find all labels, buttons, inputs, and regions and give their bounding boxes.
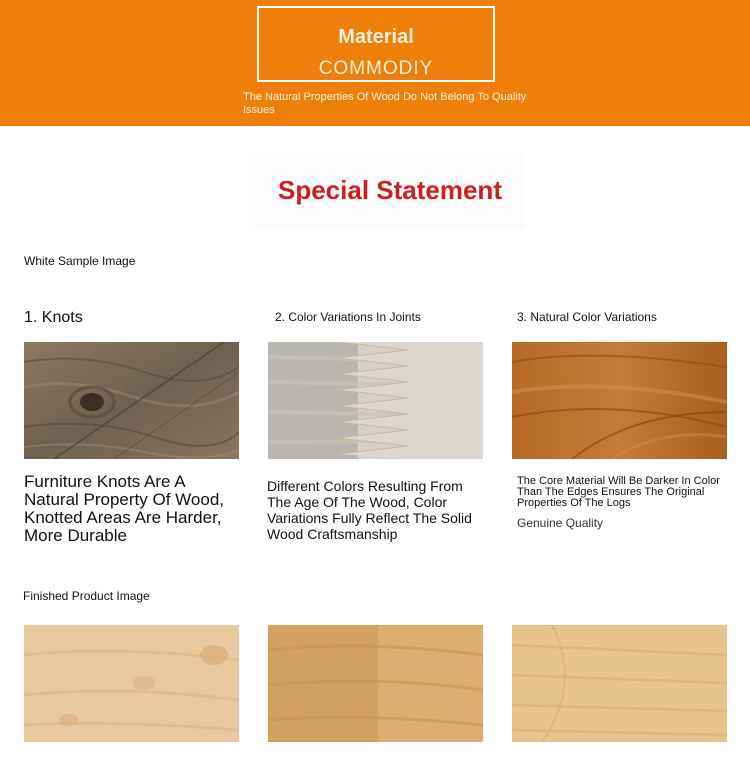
joints-description: Different Colors Resulting From The Age Of The Wood, Color Variations Fully Reflect The Solid Wood Craftsmanship: [267, 478, 472, 542]
header-badge: [257, 6, 495, 82]
column-title-knots: 1. Knots: [24, 309, 83, 326]
wood-knots-image: [24, 342, 239, 459]
statement-box: [255, 152, 525, 228]
finished-grain-image: [512, 625, 727, 742]
finished-knots-image: [24, 625, 239, 742]
finished-joints-image: [268, 625, 483, 742]
finger-joint-image: [268, 342, 483, 459]
knots-description: Furniture Knots Are A Natural Property Of Wood, Knotted Areas Are Harder, More Durable: [24, 472, 224, 545]
column-title-joints: 2. Color Variations In Joints: [275, 310, 421, 324]
natural-color-description: The Core Material Will Be Darker In Color Than The Edges Ensures The Original Properties Of The Logs: [517, 475, 720, 509]
wood-grain-image: [512, 342, 727, 459]
statement-title: Special Statement: [278, 175, 502, 205]
header-title: Material: [338, 26, 414, 48]
header-tagline: The Natural Properties Of Wood Do Not Belong To Quality Issues: [243, 91, 527, 116]
quality-note: Genuine Quality: [517, 516, 604, 530]
natural-color-description-block: [517, 476, 722, 529]
white-sample-label: White Sample Image: [24, 254, 136, 268]
finished-product-label: Finished Product Image: [23, 589, 150, 603]
header-banner: [0, 0, 750, 126]
header-subtitle: COMMODIY: [318, 58, 434, 79]
column-title-natural-color: 3. Natural Color Variations: [517, 310, 657, 324]
